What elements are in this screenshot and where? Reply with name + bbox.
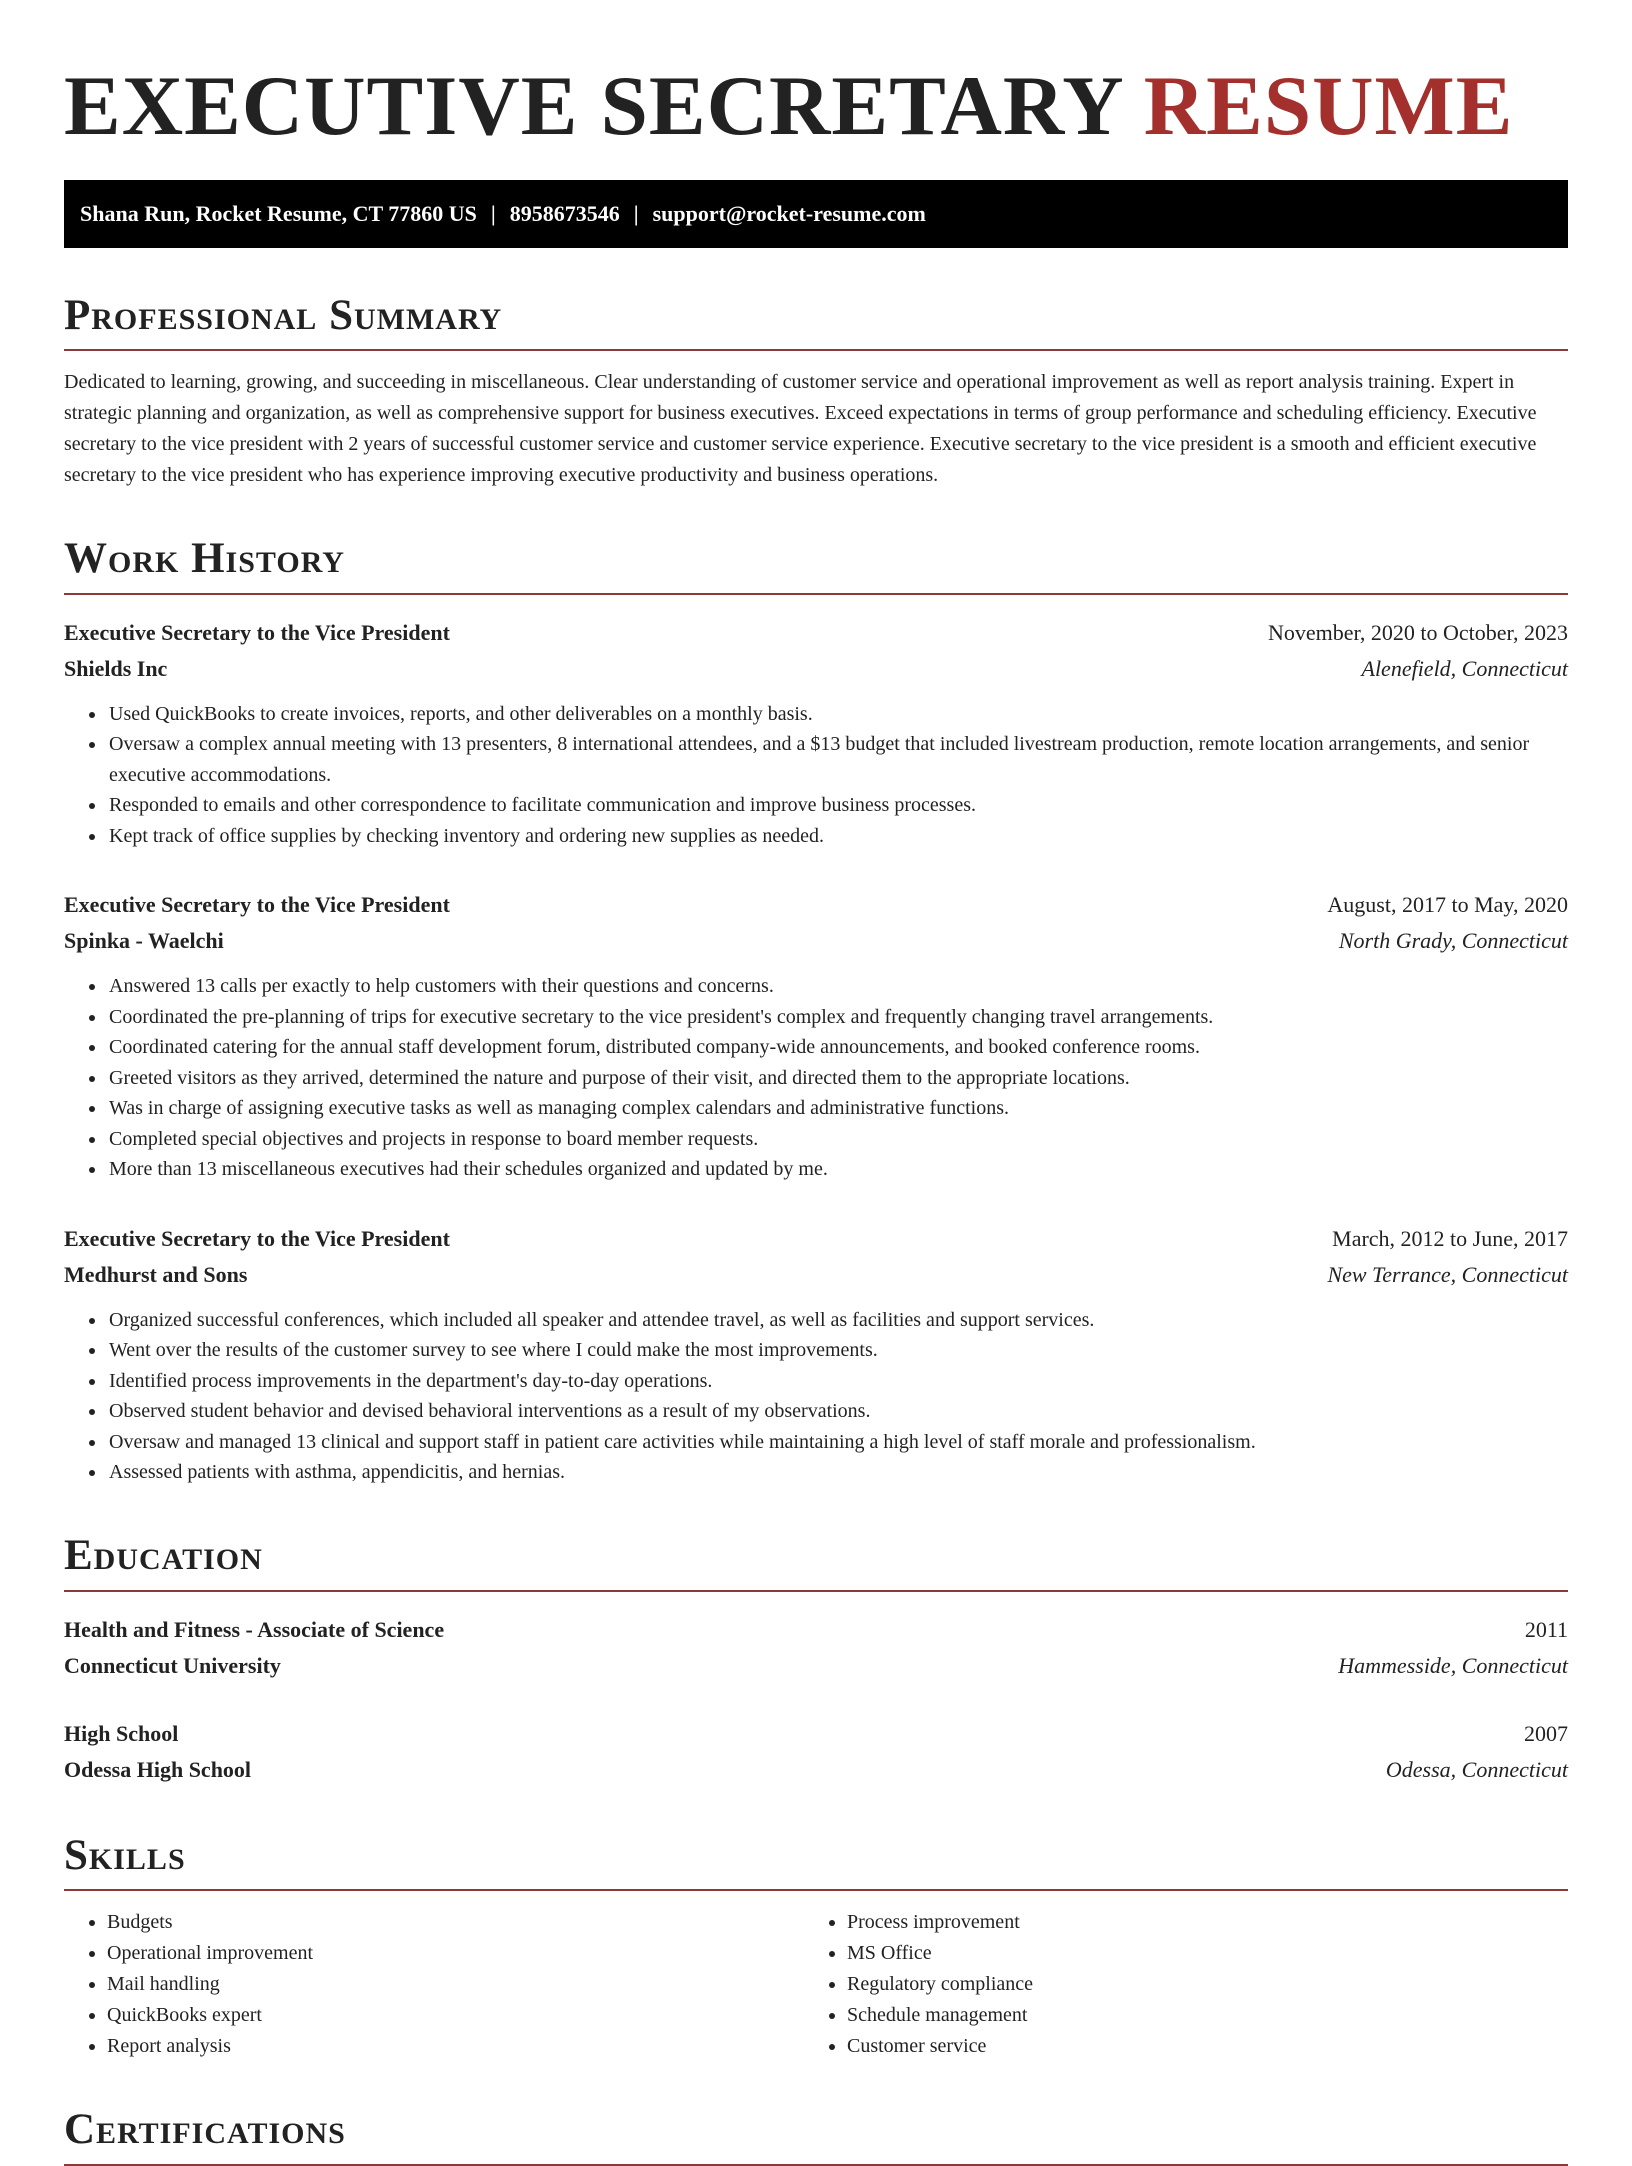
list-item: • Operational improvement [107,1938,804,1969]
job-title: Executive Secretary to the Vice President [64,892,450,918]
section-title-work-history: Work History [64,533,1568,595]
contact-email: support@rocket-resume.com [652,200,926,226]
job-location: Alenefield, Connecticut [1361,655,1568,681]
list-item: • More than 13 miscellaneous executives had their schedules organized and updated by me. [107,1154,1568,1185]
resume-title [64,58,1568,156]
list-item: • Completed special objectives and projects in response to board member requests. [107,1124,1568,1155]
list-item: • Answered 13 calls per exactly to help customers with their questions and concerns. [107,971,1568,1002]
skills-column-left [64,1907,804,2062]
section-title-skills: Skills [64,1830,1568,1892]
job-title: Executive Secretary to the Vice President [64,1225,450,1251]
list-item: • Oversaw a complex annual meeting with 13 presenters, 8 international attendees, and a $13 budget that included livestream production, remote location arrangements, and senior executive accommodations. [107,729,1568,790]
list-item: • Responded to emails and other correspondence to facilitate communication and improve business processes. [107,790,1568,821]
list-item: • Customer service [847,2031,1544,2062]
list-item: • Observed student behavior and devised behavioral interventions as a result of my observations. [107,1396,1568,1427]
section-title-certifications: Certifications [64,2104,1568,2166]
education-school: Odessa High School [64,1756,252,1782]
list-item: • Identified process improvements in the department's day-to-day operations. [107,1366,1568,1397]
list-item: • Was in charge of assigning executive tasks as well as managing complex calendars and administrative functions. [107,1093,1568,1124]
job-bullets [64,699,1568,852]
education-location: Odessa, Connecticut [1385,1756,1568,1782]
list-item: • Kept track of office supplies by checking inventory and ordering new supplies as needed. [107,821,1568,852]
list-item: • Regulatory compliance [847,1969,1544,2000]
job-entry [64,887,1568,1185]
skills-list [64,1907,1568,2062]
job-entry [64,615,1568,852]
job-location: North Grady, Connecticut [1338,928,1568,954]
contact-bar [64,180,1568,248]
summary-text: Dedicated to learning, growing, and succeeding in miscellaneous. Clear understanding of customer service and operational improvement as well as report analysis training. Expert in strategic planning and organization, as well as comprehensive support for business executives. Exceed expectations in terms of group performance and scheduling efficiency. Executive secretary to the vice president with 2 years of successful customer service and customer service experience. Executive secretary to the vice president is a smooth and efficient executive secretary to the vice president who has experience improving executive productivity and business operations. [64,371,1537,487]
contact-phone: 8958673546 [509,200,620,226]
job-dates: March, 2012 to June, 2017 [1332,1225,1568,1251]
job-dates: November, 2020 to October, 2023 [1267,619,1568,645]
list-item: • Oversaw and managed 13 clinical and support staff in patient care activities while maintaining a high level of staff morale and professionalism. [107,1427,1568,1458]
list-item: • QuickBooks expert [107,2000,804,2031]
education-degree: High School [64,1720,179,1746]
section-title-summary: Professional Summary [64,290,1568,352]
list-item: • MS Office [847,1938,1544,1969]
job-entry [64,1221,1568,1488]
section-title-education: Education [64,1530,1568,1592]
list-item: • Coordinated the pre-planning of trips for executive secretary to the vice president's complex and frequently changing travel arrangements. [107,1002,1568,1033]
contact-separator: | [490,200,496,226]
list-item: • Coordinated catering for the annual staff development forum, distributed company-wide announcements, and booked conference rooms. [107,1032,1568,1063]
education-school: Connecticut University [64,1652,281,1678]
contact-address: Shana Run, Rocket Resume, CT 77860 US [80,200,477,226]
job-title: Executive Secretary to the Vice President [64,619,450,645]
list-item: • Mail handling [107,1969,804,2000]
job-bullets [64,1305,1568,1488]
list-item: • Report analysis [107,2031,804,2062]
list-item: • Process improvement [847,1907,1544,1938]
list-item: • Schedule management [847,2000,1544,2031]
list-item: • Greeted visitors as they arrived, determined the nature and purpose of their visit, and directed them to the appropriate locations. [107,1063,1568,1094]
education-location: Hammesside, Connecticut [1338,1652,1568,1678]
list-item: • Budgets [107,1907,804,1938]
job-bullets [64,971,1568,1185]
job-location: New Terrance, Connecticut [1327,1261,1568,1287]
job-company: Medhurst and Sons [64,1261,248,1287]
education-year: 2011 [1524,1616,1568,1642]
education-entry [64,1612,1568,1684]
list-item: • Organized successful conferences, which included all speaker and attendee travel, as well as facilities and support services. [107,1305,1568,1336]
education-degree: Health and Fitness - Associate of Science [64,1616,445,1642]
list-item: • Assessed patients with asthma, appendicitis, and hernias. [107,1457,1568,1488]
title-main: EXECUTIVE SECRETARY [64,59,1122,153]
list-item: • Used QuickBooks to create invoices, reports, and other deliverables on a monthly basis. [107,699,1568,730]
list-item: • Went over the results of the customer survey to see where I could make the most improvements. [107,1335,1568,1366]
education-year: 2007 [1524,1720,1568,1746]
education-entry [64,1716,1568,1788]
job-company: Spinka - Waelchi [64,928,224,954]
job-dates: August, 2017 to May, 2020 [1327,892,1568,918]
skills-column-right [804,1907,1544,2062]
job-company: Shields Inc [64,655,168,681]
title-accent: RESUME [1143,59,1514,153]
contact-separator: | [633,200,639,226]
